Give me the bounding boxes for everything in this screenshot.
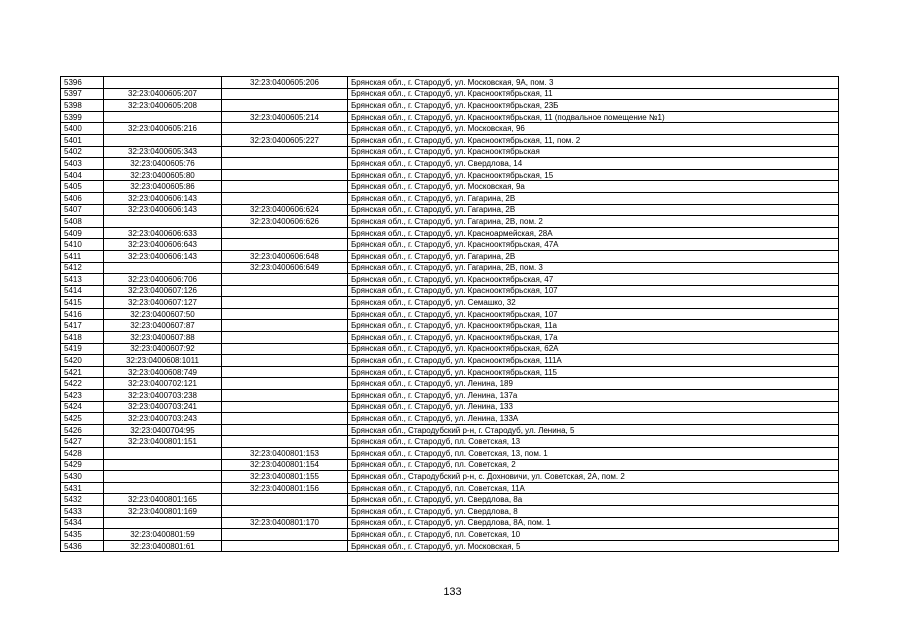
cadastral-number-cell bbox=[104, 482, 222, 494]
cadastral-number-cell bbox=[104, 262, 222, 274]
address-cell: Брянская обл., г. Стародуб, ул. Краснооктябрьская, 17а bbox=[348, 332, 839, 344]
row-number-cell: 5401 bbox=[61, 134, 104, 146]
table-row bbox=[61, 216, 839, 228]
cadastral-number-cell: 32:23:0400606:143 bbox=[104, 192, 222, 204]
address-cell: Брянская обл., г. Стародуб, ул. Краснооктябрьская, 47А bbox=[348, 239, 839, 251]
address-cell: Брянская обл., Стародубский р-н, с. Дохновичи, ул. Советская, 2А, пом. 2 bbox=[348, 471, 839, 483]
room-cadastral-number-cell bbox=[222, 355, 348, 367]
table-row bbox=[61, 308, 839, 320]
cadastral-number-cell: 32:23:0400801:59 bbox=[104, 529, 222, 541]
room-cadastral-number-cell bbox=[222, 227, 348, 239]
address-cell: Брянская обл., г. Стародуб, ул. Гагарина, 2В bbox=[348, 204, 839, 216]
property-registry-table bbox=[60, 76, 839, 552]
table-row bbox=[61, 355, 839, 367]
cadastral-number-cell: 32:23:0400607:127 bbox=[104, 297, 222, 309]
table-row bbox=[61, 100, 839, 112]
row-number-cell: 5425 bbox=[61, 413, 104, 425]
table-row bbox=[61, 436, 839, 448]
cadastral-number-cell: 32:23:0400801:165 bbox=[104, 494, 222, 506]
room-cadastral-number-cell bbox=[222, 505, 348, 517]
room-cadastral-number-cell: 32:23:0400606:648 bbox=[222, 250, 348, 262]
table-row bbox=[61, 378, 839, 390]
row-number-cell: 5407 bbox=[61, 204, 104, 216]
cadastral-number-cell bbox=[104, 111, 222, 123]
table-row bbox=[61, 332, 839, 344]
row-number-cell: 5430 bbox=[61, 471, 104, 483]
cadastral-number-cell: 32:23:0400605:208 bbox=[104, 100, 222, 112]
cadastral-number-cell: 32:23:0400605:343 bbox=[104, 146, 222, 158]
room-cadastral-number-cell bbox=[222, 366, 348, 378]
address-cell: Брянская обл., г. Стародуб, пл. Советская, 2 bbox=[348, 459, 839, 471]
row-number-cell: 5435 bbox=[61, 529, 104, 541]
table-row bbox=[61, 181, 839, 193]
row-number-cell: 5419 bbox=[61, 343, 104, 355]
row-number-cell: 5427 bbox=[61, 436, 104, 448]
room-cadastral-number-cell bbox=[222, 332, 348, 344]
address-cell: Брянская обл., Стародубский р-н, г. Стародуб, ул. Ленина, 5 bbox=[348, 424, 839, 436]
row-number-cell: 5406 bbox=[61, 192, 104, 204]
address-cell: Брянская обл., г. Стародуб, ул. Краснооктябрьская, 23Б bbox=[348, 100, 839, 112]
room-cadastral-number-cell bbox=[222, 285, 348, 297]
room-cadastral-number-cell bbox=[222, 494, 348, 506]
table-row bbox=[61, 413, 839, 425]
table-body bbox=[61, 77, 839, 552]
cadastral-number-cell: 32:23:0400607:87 bbox=[104, 320, 222, 332]
row-number-cell: 5433 bbox=[61, 505, 104, 517]
row-number-cell: 5424 bbox=[61, 401, 104, 413]
room-cadastral-number-cell bbox=[222, 88, 348, 100]
room-cadastral-number-cell: 32:23:0400606:649 bbox=[222, 262, 348, 274]
row-number-cell: 5417 bbox=[61, 320, 104, 332]
row-number-cell: 5403 bbox=[61, 158, 104, 170]
table-row bbox=[61, 111, 839, 123]
address-cell: Брянская обл., г. Стародуб, ул. Краснооктябрьская, 62А bbox=[348, 343, 839, 355]
table-row bbox=[61, 494, 839, 506]
cadastral-number-cell: 32:23:0400606:143 bbox=[104, 250, 222, 262]
row-number-cell: 5431 bbox=[61, 482, 104, 494]
address-cell: Брянская обл., г. Стародуб, ул. Ленина, 137а bbox=[348, 390, 839, 402]
table-row bbox=[61, 448, 839, 460]
room-cadastral-number-cell bbox=[222, 308, 348, 320]
address-cell: Брянская обл., г. Стародуб, ул. Краснооктябрьская, 11 (подвальное помещение №1) bbox=[348, 111, 839, 123]
table-row bbox=[61, 505, 839, 517]
table-row bbox=[61, 390, 839, 402]
address-cell: Брянская обл., г. Стародуб, ул. Московская, 96 bbox=[348, 123, 839, 135]
table-row bbox=[61, 204, 839, 216]
room-cadastral-number-cell bbox=[222, 436, 348, 448]
table-row bbox=[61, 517, 839, 529]
row-number-cell: 5402 bbox=[61, 146, 104, 158]
room-cadastral-number-cell bbox=[222, 123, 348, 135]
room-cadastral-number-cell: 32:23:0400801:153 bbox=[222, 448, 348, 460]
cadastral-number-cell bbox=[104, 216, 222, 228]
table-row bbox=[61, 146, 839, 158]
address-cell: Брянская обл., г. Стародуб, ул. Краснооктябрьская, 107 bbox=[348, 285, 839, 297]
table-row bbox=[61, 274, 839, 286]
cadastral-number-cell: 32:23:0400608:749 bbox=[104, 366, 222, 378]
row-number-cell: 5415 bbox=[61, 297, 104, 309]
address-cell: Брянская обл., г. Стародуб, ул. Краснооктябрьская, 11 bbox=[348, 88, 839, 100]
room-cadastral-number-cell bbox=[222, 413, 348, 425]
address-cell: Брянская обл., г. Стародуб, ул. Семашко, 32 bbox=[348, 297, 839, 309]
table-row bbox=[61, 529, 839, 541]
room-cadastral-number-cell bbox=[222, 424, 348, 436]
address-cell: Брянская обл., г. Стародуб, ул. Краснооктябрьская, 11а bbox=[348, 320, 839, 332]
row-number-cell: 5412 bbox=[61, 262, 104, 274]
room-cadastral-number-cell bbox=[222, 158, 348, 170]
room-cadastral-number-cell bbox=[222, 181, 348, 193]
room-cadastral-number-cell bbox=[222, 378, 348, 390]
address-cell: Брянская обл., г. Стародуб, ул. Краснооктябрьская, 15 bbox=[348, 169, 839, 181]
row-number-cell: 5421 bbox=[61, 366, 104, 378]
cadastral-number-cell: 32:23:0400703:243 bbox=[104, 413, 222, 425]
address-cell: Брянская обл., г. Стародуб, ул. Краснооктябрьская, 11, пом. 2 bbox=[348, 134, 839, 146]
cadastral-number-cell bbox=[104, 448, 222, 460]
room-cadastral-number-cell bbox=[222, 401, 348, 413]
cadastral-number-cell: 32:23:0400606:706 bbox=[104, 274, 222, 286]
row-number-cell: 5436 bbox=[61, 540, 104, 552]
page-number: 133 bbox=[443, 586, 462, 598]
cadastral-number-cell bbox=[104, 471, 222, 483]
cadastral-number-cell: 32:23:0400703:241 bbox=[104, 401, 222, 413]
room-cadastral-number-cell: 32:23:0400605:206 bbox=[222, 77, 348, 89]
cadastral-number-cell: 32:23:0400606:633 bbox=[104, 227, 222, 239]
row-number-cell: 5409 bbox=[61, 227, 104, 239]
cadastral-number-cell: 32:23:0400607:126 bbox=[104, 285, 222, 297]
cadastral-number-cell: 32:23:0400606:643 bbox=[104, 239, 222, 251]
room-cadastral-number-cell: 32:23:0400801:170 bbox=[222, 517, 348, 529]
table-row bbox=[61, 459, 839, 471]
room-cadastral-number-cell bbox=[222, 390, 348, 402]
cadastral-number-cell: 32:23:0400606:143 bbox=[104, 204, 222, 216]
table-row bbox=[61, 227, 839, 239]
table-row bbox=[61, 239, 839, 251]
address-cell: Брянская обл., г. Стародуб, ул. Московская, 9А, пом. 3 bbox=[348, 77, 839, 89]
cadastral-number-cell bbox=[104, 77, 222, 89]
address-cell: Брянская обл., г. Стародуб, пл. Советская, 10 bbox=[348, 529, 839, 541]
row-number-cell: 5408 bbox=[61, 216, 104, 228]
table-row bbox=[61, 343, 839, 355]
address-cell: Брянская обл., г. Стародуб, ул. Свердлова, 8а bbox=[348, 494, 839, 506]
cadastral-number-cell: 32:23:0400703:238 bbox=[104, 390, 222, 402]
address-cell: Брянская обл., г. Стародуб, ул. Свердлова, 14 bbox=[348, 158, 839, 170]
room-cadastral-number-cell: 32:23:0400606:626 bbox=[222, 216, 348, 228]
table-row bbox=[61, 482, 839, 494]
cadastral-number-cell bbox=[104, 134, 222, 146]
address-cell: Брянская обл., г. Стародуб, ул. Свердлова, 8 bbox=[348, 505, 839, 517]
room-cadastral-number-cell bbox=[222, 320, 348, 332]
cadastral-number-cell: 32:23:0400605:207 bbox=[104, 88, 222, 100]
table-row bbox=[61, 297, 839, 309]
cadastral-number-cell: 32:23:0400607:88 bbox=[104, 332, 222, 344]
address-cell: Брянская обл., г. Стародуб, ул. Краснооктябрьская bbox=[348, 146, 839, 158]
row-number-cell: 5411 bbox=[61, 250, 104, 262]
table-row bbox=[61, 262, 839, 274]
room-cadastral-number-cell: 32:23:0400605:227 bbox=[222, 134, 348, 146]
cadastral-number-cell bbox=[104, 517, 222, 529]
row-number-cell: 5397 bbox=[61, 88, 104, 100]
room-cadastral-number-cell bbox=[222, 192, 348, 204]
address-cell: Брянская обл., г. Стародуб, пл. Советская, 13, пом. 1 bbox=[348, 448, 839, 460]
address-cell: Брянская обл., г. Стародуб, ул. Краснооктябрьская, 115 bbox=[348, 366, 839, 378]
row-number-cell: 5404 bbox=[61, 169, 104, 181]
address-cell: Брянская обл., г. Стародуб, ул. Ленина, 189 bbox=[348, 378, 839, 390]
address-cell: Брянская обл., г. Стародуб, ул. Краснооктябрьская, 47 bbox=[348, 274, 839, 286]
cadastral-number-cell: 32:23:0400801:151 bbox=[104, 436, 222, 448]
table-row bbox=[61, 401, 839, 413]
table-row bbox=[61, 366, 839, 378]
cadastral-number-cell: 32:23:0400605:76 bbox=[104, 158, 222, 170]
row-number-cell: 5398 bbox=[61, 100, 104, 112]
cadastral-number-cell: 32:23:0400605:216 bbox=[104, 123, 222, 135]
row-number-cell: 5414 bbox=[61, 285, 104, 297]
row-number-cell: 5410 bbox=[61, 239, 104, 251]
address-cell: Брянская обл., г. Стародуб, ул. Ленина, 133 bbox=[348, 401, 839, 413]
address-cell: Брянская обл., г. Стародуб, ул. Гагарина, 2В bbox=[348, 192, 839, 204]
cadastral-number-cell: 32:23:0400607:92 bbox=[104, 343, 222, 355]
room-cadastral-number-cell: 32:23:0400801:155 bbox=[222, 471, 348, 483]
table-row bbox=[61, 250, 839, 262]
cadastral-number-cell: 32:23:0400607:50 bbox=[104, 308, 222, 320]
table-row bbox=[61, 158, 839, 170]
cadastral-number-cell: 32:23:0400801:169 bbox=[104, 505, 222, 517]
address-cell: Брянская обл., г. Стародуб, ул. Краснооктябрьская, 107 bbox=[348, 308, 839, 320]
row-number-cell: 5429 bbox=[61, 459, 104, 471]
table-row bbox=[61, 134, 839, 146]
room-cadastral-number-cell bbox=[222, 343, 348, 355]
room-cadastral-number-cell bbox=[222, 540, 348, 552]
row-number-cell: 5422 bbox=[61, 378, 104, 390]
row-number-cell: 5434 bbox=[61, 517, 104, 529]
room-cadastral-number-cell bbox=[222, 529, 348, 541]
cadastral-number-cell: 32:23:0400704:95 bbox=[104, 424, 222, 436]
row-number-cell: 5418 bbox=[61, 332, 104, 344]
cadastral-number-cell: 32:23:0400702:121 bbox=[104, 378, 222, 390]
row-number-cell: 5426 bbox=[61, 424, 104, 436]
address-cell: Брянская обл., г. Стародуб, ул. Красноармейская, 28А bbox=[348, 227, 839, 239]
address-cell: Брянская обл., г. Стародуб, ул. Гагарина, 2В, пом. 3 bbox=[348, 262, 839, 274]
table-row bbox=[61, 320, 839, 332]
room-cadastral-number-cell bbox=[222, 239, 348, 251]
table-row bbox=[61, 192, 839, 204]
row-number-cell: 5413 bbox=[61, 274, 104, 286]
room-cadastral-number-cell: 32:23:0400606:624 bbox=[222, 204, 348, 216]
row-number-cell: 5416 bbox=[61, 308, 104, 320]
cadastral-number-cell bbox=[104, 459, 222, 471]
table-row bbox=[61, 540, 839, 552]
row-number-cell: 5423 bbox=[61, 390, 104, 402]
row-number-cell: 5396 bbox=[61, 77, 104, 89]
address-cell: Брянская обл., г. Стародуб, пл. Советская, 13 bbox=[348, 436, 839, 448]
table-row bbox=[61, 169, 839, 181]
cadastral-number-cell: 32:23:0400801:61 bbox=[104, 540, 222, 552]
address-cell: Брянская обл., г. Стародуб, ул. Ленина, 133А bbox=[348, 413, 839, 425]
room-cadastral-number-cell bbox=[222, 274, 348, 286]
room-cadastral-number-cell bbox=[222, 297, 348, 309]
table-row bbox=[61, 285, 839, 297]
row-number-cell: 5432 bbox=[61, 494, 104, 506]
row-number-cell: 5399 bbox=[61, 111, 104, 123]
address-cell: Брянская обл., г. Стародуб, ул. Гагарина, 2В bbox=[348, 250, 839, 262]
row-number-cell: 5400 bbox=[61, 123, 104, 135]
table-row bbox=[61, 471, 839, 483]
table-row bbox=[61, 77, 839, 89]
table-row bbox=[61, 123, 839, 135]
address-cell: Брянская обл., г. Стародуб, ул. Московская, 5 bbox=[348, 540, 839, 552]
room-cadastral-number-cell bbox=[222, 100, 348, 112]
address-cell: Брянская обл., г. Стародуб, пл. Советская, 11А bbox=[348, 482, 839, 494]
address-cell: Брянская обл., г. Стародуб, ул. Краснооктябрьская, 111А bbox=[348, 355, 839, 367]
address-cell: Брянская обл., г. Стародуб, ул. Московская, 9а bbox=[348, 181, 839, 193]
room-cadastral-number-cell bbox=[222, 169, 348, 181]
room-cadastral-number-cell: 32:23:0400801:154 bbox=[222, 459, 348, 471]
table-row bbox=[61, 424, 839, 436]
cadastral-number-cell: 32:23:0400608:1011 bbox=[104, 355, 222, 367]
room-cadastral-number-cell: 32:23:0400801:156 bbox=[222, 482, 348, 494]
cadastral-number-cell: 32:23:0400605:86 bbox=[104, 181, 222, 193]
row-number-cell: 5405 bbox=[61, 181, 104, 193]
cadastral-number-cell: 32:23:0400605:80 bbox=[104, 169, 222, 181]
address-cell: Брянская обл., г. Стародуб, ул. Свердлова, 8А, пом. 1 bbox=[348, 517, 839, 529]
row-number-cell: 5428 bbox=[61, 448, 104, 460]
address-cell: Брянская обл., г. Стародуб, ул. Гагарина, 2В, пом. 2 bbox=[348, 216, 839, 228]
room-cadastral-number-cell: 32:23:0400605:214 bbox=[222, 111, 348, 123]
table-row bbox=[61, 88, 839, 100]
row-number-cell: 5420 bbox=[61, 355, 104, 367]
room-cadastral-number-cell bbox=[222, 146, 348, 158]
